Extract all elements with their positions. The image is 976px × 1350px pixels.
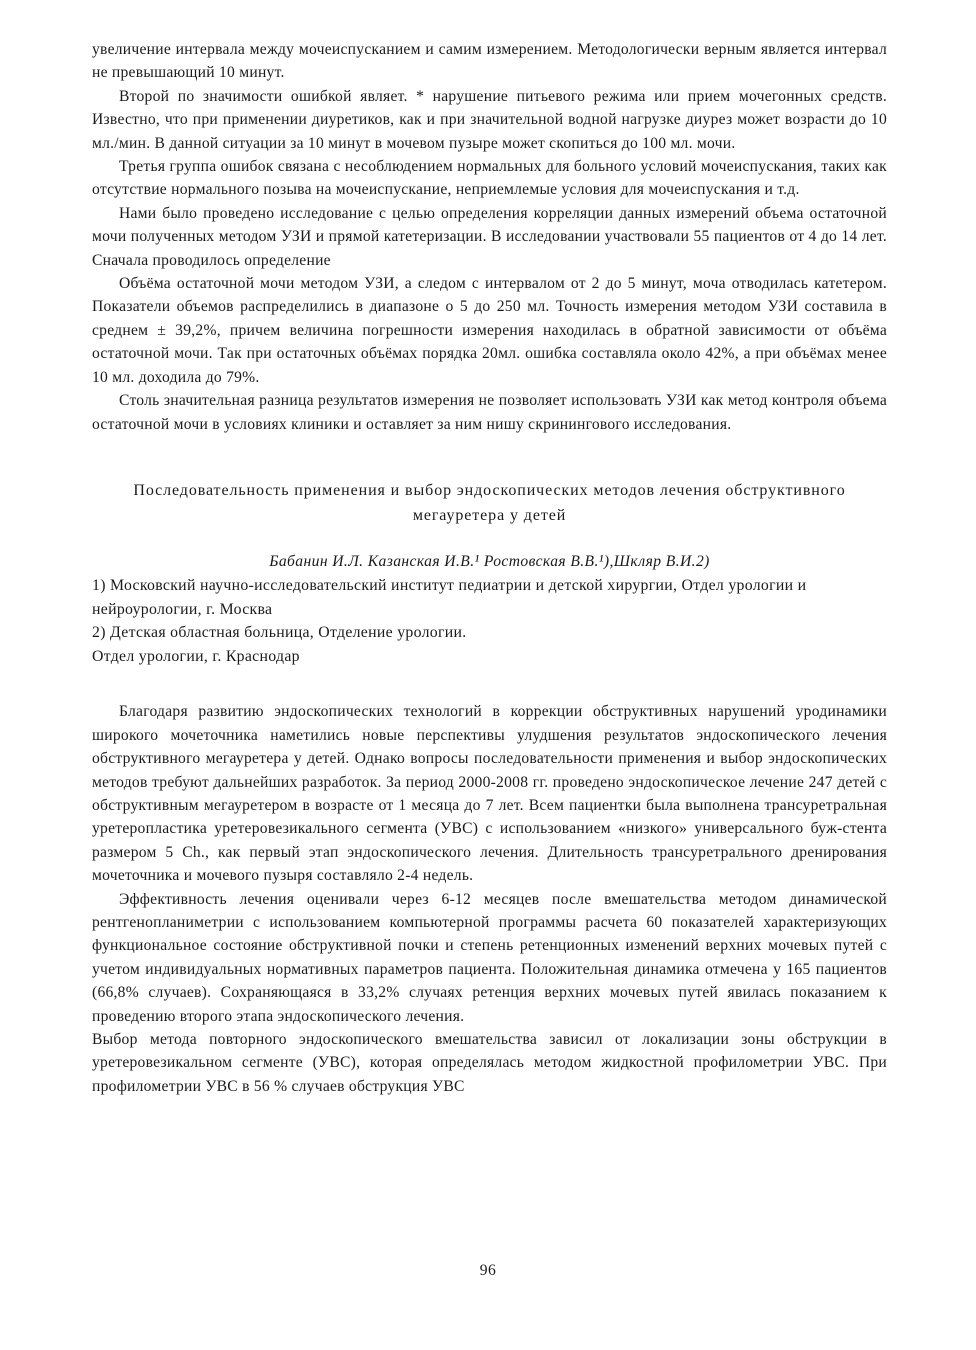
abstract-paragraph-3: Выбор метода повторного эндоскопического вмешательства зависил от локализации зоны обструкции в уретеровезикальном сегменте (УВС), которая определялась методом жидкостной профилометрии УВС. При профилометрии УВС в 56 % случаев обструкция УВС bbox=[92, 1030, 887, 1095]
affiliation-2: 2) Детская областная больница, Отделение урологии. bbox=[92, 624, 467, 642]
document-page bbox=[92, 38, 887, 1098]
intro-paragraph-2: Второй по значимости ошибкой являет. * нарушение питьевого режима или прием мочегонных средств. Известно, что при применении диуретиков, как и при значительной водной нагрузке диурез может возрасти до 10 мл./мин. В данной ситуации за 10 минут в мочевом пузыре может скопиться до 100 мл. мочи. bbox=[92, 87, 887, 152]
page-number: 96 bbox=[479, 1262, 497, 1279]
affiliation-1: 1) Московский научно-исследовательский институт педиатрии и детской хирургии, Отдел урологии и нейроурологии, г. Москва bbox=[92, 576, 807, 618]
intro-paragraph-6: Столь значительная разница результатов измерения не позволяет использовать УЗИ как метод контроля объема остаточной мочи в условиях клиники и оставляет за ним нишу скринингового исследования. bbox=[92, 392, 887, 433]
intro-paragraph-4: Нами было проведено исследование с целью определения корреляции данных измерений объема остаточной мочи полученных методом УЗИ и прямой катетеризации. В исследовании участвовали 55 пациентов от 4 до 14 лет. Сначала проводилось определение bbox=[92, 204, 887, 269]
affiliation-3: Отдел урологии, г. Краснодар bbox=[92, 647, 300, 665]
abstract-spacer bbox=[92, 668, 887, 700]
abstract-paragraph-2: Эффективность лечения оценивали через 6-12 месяцев после вмешательства методом динамической рентгенопланиметрии с использованием компьютерной программы расчета 60 показателей характеризующих функциональное состояние обструктивной почки и степень ретенционных изменений верхних мочевых путей с учетом индивидуальных нормативных параметров пациента. Положительная динамика отмечена у 165 пациентов (66,8% случаев). Сохраняющаяся в 33,2% случаях ретенция верхних мочевых путей явилась показанием к проведению второго этапа эндоскопического лечения. bbox=[92, 890, 887, 1025]
intro-paragraph-3: Третья группа ошибок связана с несоблюдением нормальных для больного условий мочеиспускания, таких как отсутствие нормального позыва на мочеиспускание, неприемлемые условия для мочеиспускания и т.д. bbox=[92, 158, 887, 199]
author-list: Бабанин И.Л. Казанская И.В.¹ Ростовская В.В.¹),Шкляр В.И.2) bbox=[269, 552, 710, 570]
intro-paragraph-1: увеличение интервала между мочеиспусканием и самим измерением. Методологически верным является интервал не превышающий 10 минут. bbox=[92, 41, 887, 82]
section-spacer bbox=[92, 436, 887, 478]
intro-paragraph-5: Объёма остаточной мочи методом УЗИ, а следом с интервалом от 2 до 5 минут, моча отводилась катетером. Показатели объемов распределились в диапазоне о 5 до 250 мл. Точность измерения методом УЗИ составила в среднем ± 39,2%, причем величина погрешности измерения находилась в обратной зависимости от объёма остаточной мочи. Так при остаточных объёмах порядка 20мл. ошибка составляла около 42%, а при объёмах менее 10 мл. доходила до 79%. bbox=[92, 275, 887, 386]
abstract-paragraph-1: Благодаря развитию эндоскопических технологий в коррекции обструктивных нарушений уродинамики широкого мочеточника наметились новые перспективы улудшения результатов эндоскопического лечения обструктивного мегауретера у детей. Однако вопросы последовательности применения и выбор эндоскопических методов требуют дальнейших разработок. За период 2000-2008 гг. проведено эндоскопическое лечение 247 детей с обструктивным мегауретером в возрасте от 1 месяца до 7 лет. Всем пациентки была выполнена трансуретральная уретеропластика уретеровезикального сегмента (УВС) с использованием «низкого» универсального буж-стента размером 5 Ch., как первый этап эндоскопического лечения. Длительность трансуретрального дренирования мочеточника и мочевого пузыря составляло 2-4 недель. bbox=[92, 703, 887, 885]
article-title: Последовательность применения и выбор эндоскопических методов лечения обструктивного мегауретера у детей bbox=[133, 481, 846, 524]
